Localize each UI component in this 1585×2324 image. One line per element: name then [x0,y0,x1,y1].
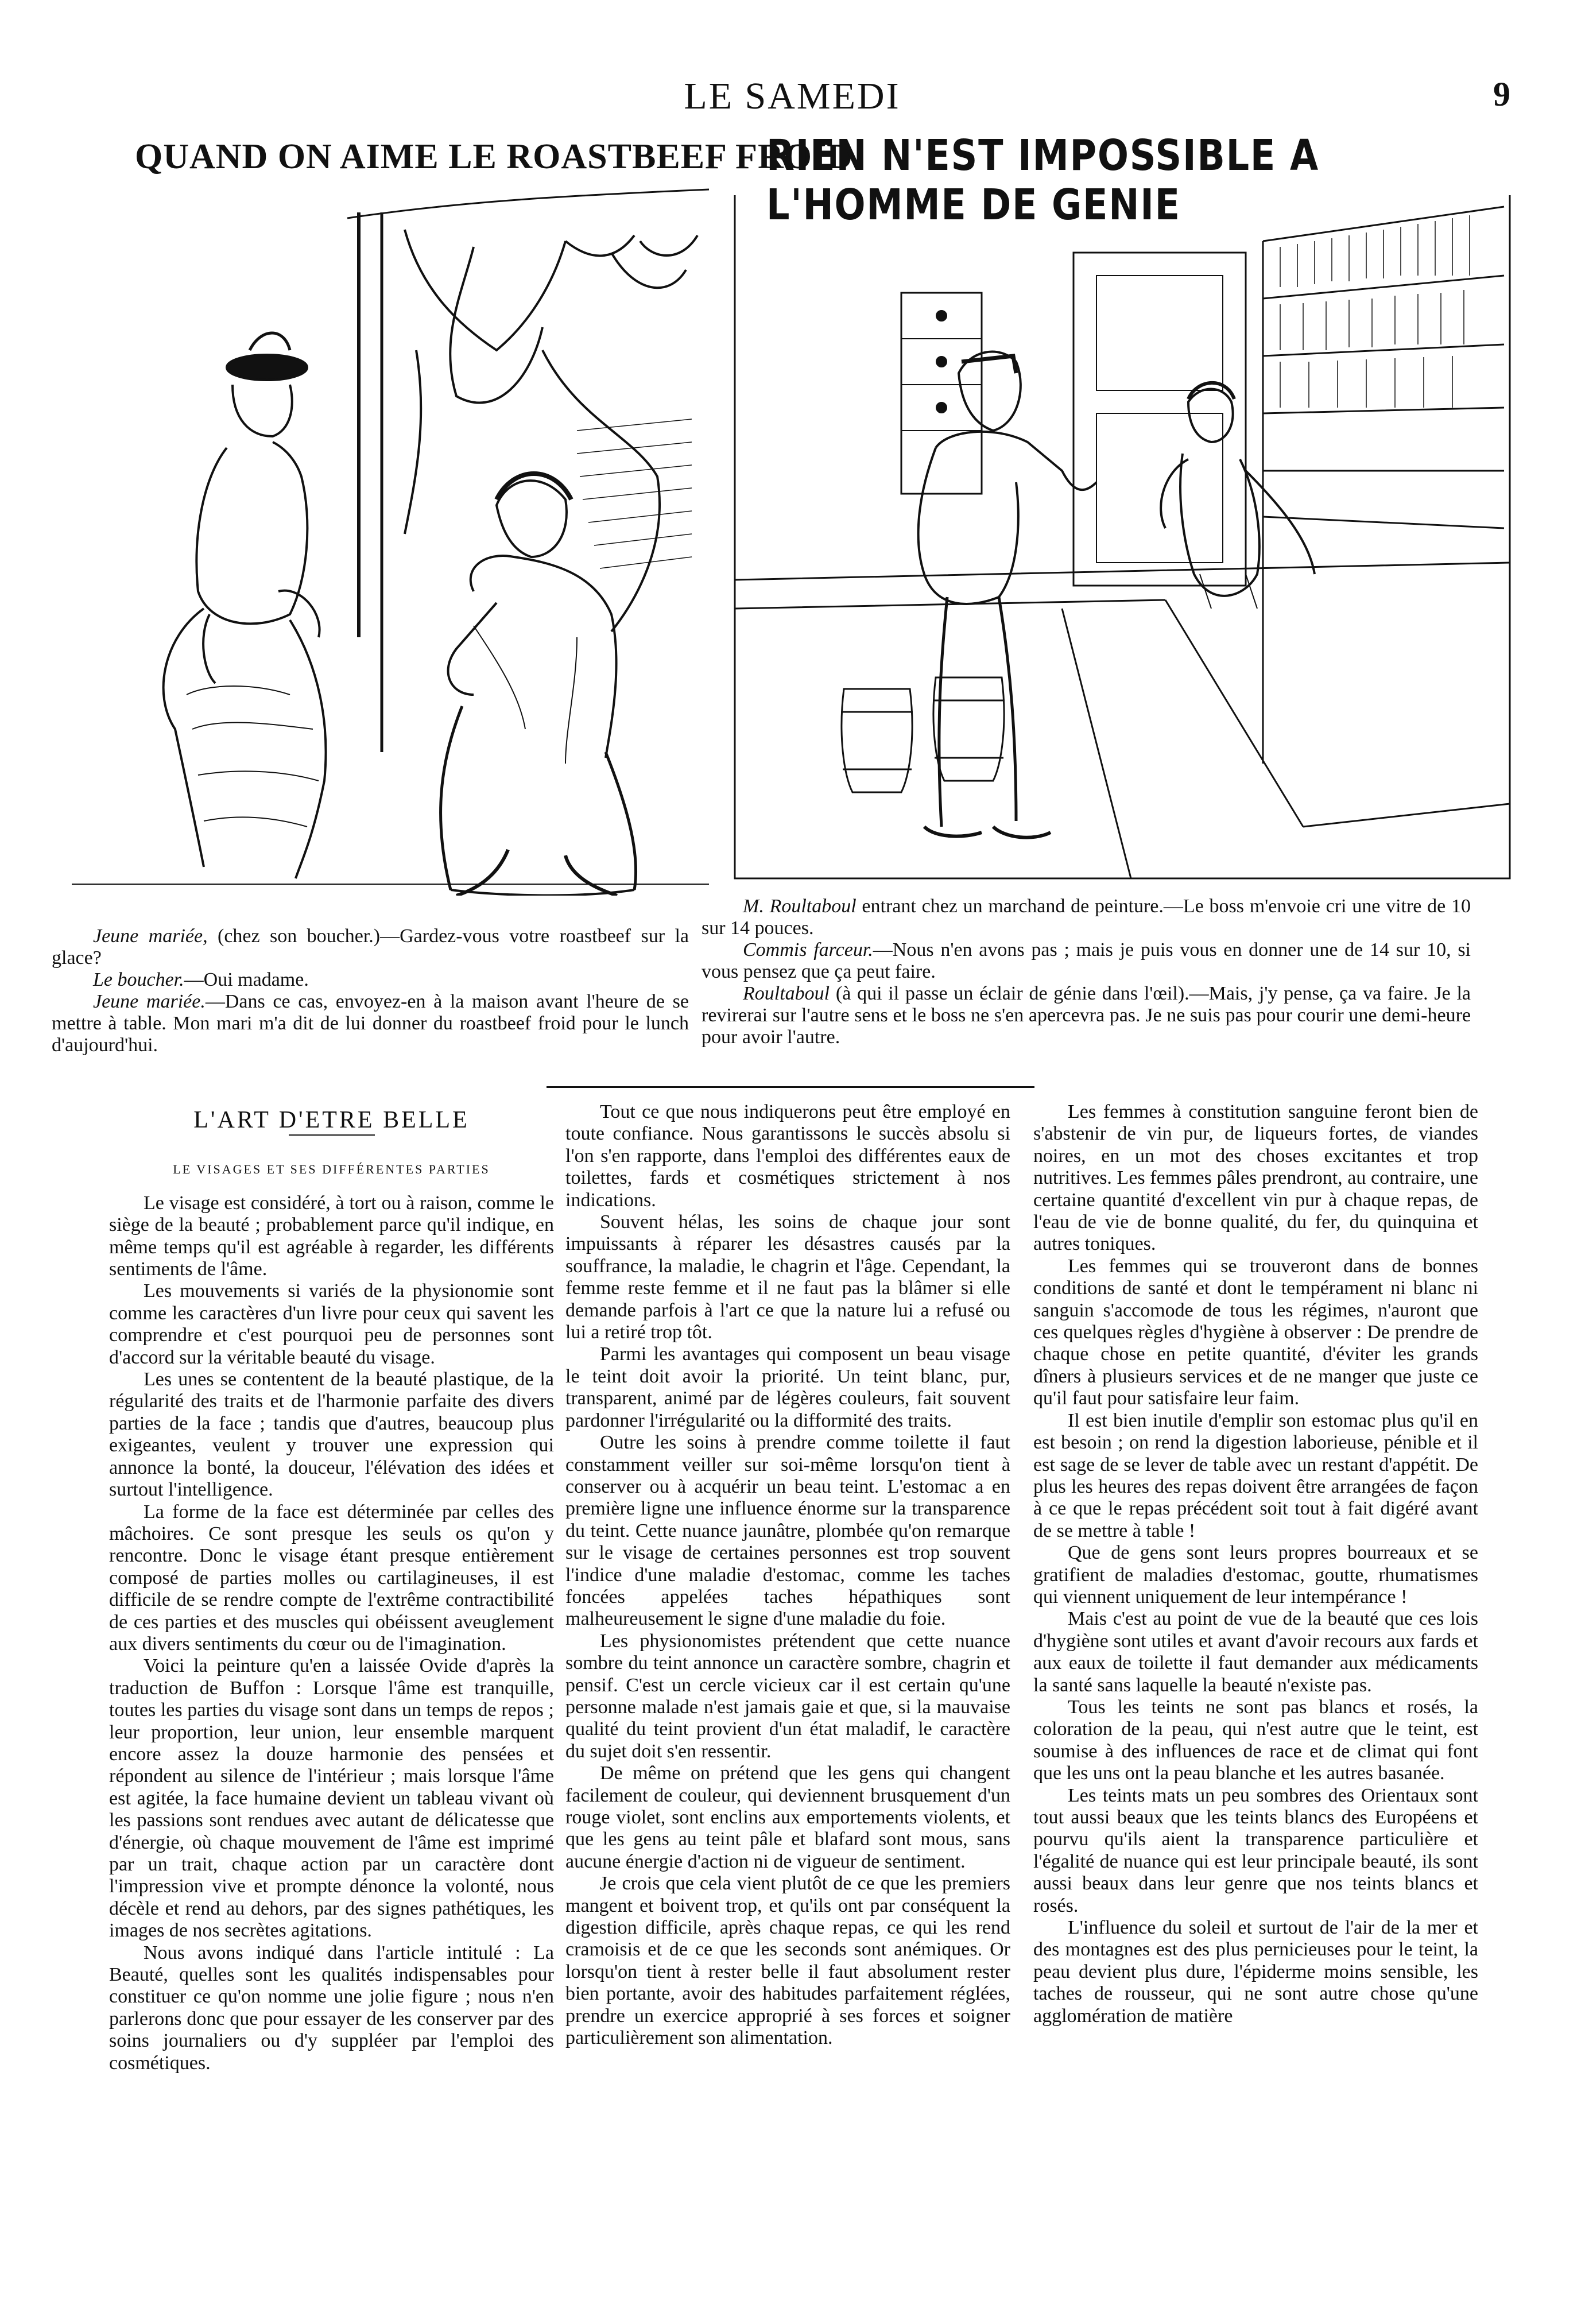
caption-speaker: Jeune mariée, [93,925,208,947]
article-paragraph: Souvent hélas, les soins de chaque jour sont impuissants à réparer les désastres causés par la souffrance, la maladie, le chagrin et l'âge. Cependant, la femme reste femme et il ne faut pas la blâmer si elle demande parfois à l'art ce que la nature lui a refusé ou lui a retiré trop tôt. [565,1211,1010,1343]
page-number: 9 [1493,75,1510,113]
caption-speaker: Jeune mariée. [93,991,206,1012]
cartoon-right-title: RIEN N'EST IMPOSSIBLE A L'HOMME DE GENIE [766,131,1319,230]
masthead-title: LE SAMEDI [684,75,901,117]
cartoon-right-caption [702,896,1471,1048]
article-paragraph: Il est bien inutile d'emplir son estomac plus qu'il en est besoin ; on rend la digestion laborieuse, pénible et il est sage de se lever de table avec un restant d'appétit. De plus les heures des repas doivent être arrangées de façon à ce que le repas précédent soit tout à fait digéré avant de se mettre à table ! [1033,1409,1478,1541]
cartoon-right-illustration [729,172,1516,896]
article-paragraph: Les teints mats un peu sombres des Orientaux sont tout aussi beaux que les teints blancs des Européens et pourvu qu'ils aient la transparence particulière et l'égalité de nuance qui est leur principale beauté, ils sont aussi beaux dans leur genre que nos teints blancs et rosés. [1033,1784,1478,1916]
caption-text: (chez son boucher.)—Gardez-vous votre roastbeef sur la glace? [52,925,689,969]
caption-line [702,896,1471,939]
caption-speaker: Commis farceur. [743,939,873,960]
article-paragraph: Les mouvements si variés de la physionomie sont comme les caractères d'un livre pour ceux qui savent les comprendre et c'est pourquoi peu de personnes sont d'accord sur la véritable beauté du visage. [109,1280,554,1368]
article-paragraph: La forme de la face est déterminée par celles des mâchoires. Ce sont presque les seuls os qu'on y rencontre. Donc le visage étant presque entièrement composé de parties molles ou cartilagineuses, il est difficile de se rendre compte de l'extrême contractibilité de ces parties et des muscles qui obéissent aveuglement aux divers sentiments du cœur ou de l'imagination. [109,1501,554,1655]
article-paragraph: Que de gens sont leurs propres bourreaux et se gratifient de maladies d'estomac, goutte, rhumatismes qui viennent uniquement de leur intempérance ! [1033,1542,1478,1608]
caption-line [702,939,1471,983]
article-paragraph: Outre les soins à prendre comme toilette il faut constamment veiller sur soi-même lorsqu'on tient à conserver ou à acquérir un beau teint. L'estomac a en première ligne une influence énorme sur la transparence du teint. Cette nuance jaunâtre, plombée qu'on remarque sur le visage de certaines personnes est trop souvent l'indice d'une maladie d'estomac, comme les taches foncées appelées taches hépathiques sont malheureusement le signe d'une maladie du foie. [565,1432,1010,1630]
caption-text: entrant chez un marchand de peinture.—Le boss m'envoie cri une vitre de 10 sur 14 pouces. [702,896,1471,939]
article-paragraph: Tout ce que nous indiquerons peut être employé en toute confiance. Nous garantissons le succès absolu si l'on s'en rapporte, dans l'emploi des différentes eaux de toilettes, fards et cosmétiques strictement à nos indications. [565,1101,1010,1211]
cartoon-left-illustration [60,178,720,896]
article-subtitle: LE VISAGES ET SES DIFFÉRENTES PARTIES [173,1162,490,1177]
article-paragraph: Tous les teints ne sont pas blancs et rosés, la coloration de la peau, qui n'est autre que le teint, est soumise à des influences de race et de climat qui font que les uns ont la peau blanche et les autres basanée. [1033,1696,1478,1784]
caption-speaker: M. Roultaboul [743,896,857,917]
caption-speaker: Le boucher. [93,969,184,990]
title-underline [289,1134,375,1136]
caption-text: —Dans ce cas, envoyez-en à la maison avant l'heure de se mettre à table. Mon mari m'a dit de lui donner du roastbeef froid pour le lunch d'aujourd'hui. [52,991,689,1056]
caption-text: —Nous n'en avons pas ; mais je puis vous en donner une de 14 sur 10, si vous pensez que ça peut faire. [702,939,1471,982]
article-paragraph: Le visage est considéré, à tort ou à raison, comme le siège de la beauté ; probablement parce qu'il indique, en même temps qu'il est agréable à regarder, les différents sentiments de l'âme. [109,1192,554,1280]
article-paragraph: Parmi les avantages qui composent un beau visage le teint doit avoir la priorité. Un teint blanc, pur, transparent, animé par de légères couleurs, fait souvent pardonner l'irrégularité ou la difformité des traits. [565,1343,1010,1431]
article-column-1 [109,1101,554,2074]
caption-speaker: Roultaboul [743,983,830,1004]
article-paragraph: Mais c'est au point de vue de la beauté que ces lois d'hygiène sont utiles et avant d'avoir recours aux fards et aux eaux de toilette il faut demander aux médicaments la santé sans laquelle la beauté n'existe pas. [1033,1608,1478,1696]
caption-line [52,969,689,991]
cartoon-left-caption [52,925,689,1056]
article-paragraph: Les unes se contentent de la beauté plastique, de la régularité des traits et de l'harmonie parfaite des divers parties de la face ; tandis que d'autres, beaucoup plus exigeantes, veulent y trouver une expression qui annonce la bonté, la douceur, l'élévation des idées et surtout l'intelligence. [109,1369,554,1501]
caption-line [52,991,689,1056]
article-paragraph: Nous avons indiqué dans l'article intitulé : La Beauté, quelles sont les qualités indispensables pour constituer ce qu'on nomme une jolie figure ; nous n'en parlerons donc que pour essayer de les conserver par des soins journaliers ou d'y suppléer par l'emploi des cosmétiques. [109,1942,554,2074]
article-column-3 [1033,1101,1478,2027]
article-paragraph: L'influence du soleil et surtout de l'air de la mer et des montagnes est des plus pernicieuses pour le teint, la peau devient plus dure, l'épiderme moins sensible, les taches de rousseur, qui ne sont autre chose qu'une agglomération de matière [1033,1917,1478,2027]
article-paragraph: De même on prétend que les gens qui changent facilement de couleur, qui deviennent brusquement d'un rouge violet, sont enclins aux emportements violents, et que les gens au teint pâle et blafard sont mous, sans aucune énergie d'action ni de vigueur de sentiment. [565,1763,1010,1872]
article-column-2 [565,1101,1010,2049]
article-title: L'ART D'ETRE BELLE [109,1101,554,1136]
article-paragraph: Les femmes à constitution sanguine feront bien de s'abstenir de vin pur, de liqueurs fortes, de viandes noires, en un mot des choses excitantes et trop nutritives. Les femmes pâles prendront, au contraire, une certaine quantité d'excellent vin pur à chaque repas, de l'eau de vie de bonne qualité, du fer, du quinquina et autres toniques. [1033,1101,1478,1255]
caption-text: —Oui madame. [184,969,309,990]
cartoon-left-title: QUAND ON AIME LE ROASTBEEF FROID [135,137,853,176]
page-header [0,75,1585,126]
caption-text: (à qui il passe un éclair de génie dans l'œil).—Mais, j'y pense, ça va faire. Je la revirerai sur l'autre sens et le boss ne s'en apercevra pas. Je ne suis pas pour courir une demi-heure pour avoir l'autre. [702,983,1471,1048]
article-paragraph: Les physionomistes prétendent que cette nuance sombre du teint annonce un caractère sombre, chagrin et pensif. C'est un cercle vicieux car il est certain qu'une personne malade n'est jamais gaie et que, si la mauvaise qualité du teint provient d'un état maladif, le caractère du sujet doit s'en ressentir. [565,1630,1010,1762]
caption-line [52,925,689,969]
article-paragraph: Je crois que cela vient plutôt de ce que les premiers mangent et boivent trop, et qu'ils ont par conséquent la digestion difficile, après chaque repas, ce qui les rend cramoisis et de ce que les seconds sont anémiques. Or lorsqu'on tient à rester belle il faut absolument rester bien portante, avoir des habitudes parfaitement réglées, prendre un exercice approprié à ses forces et soigner particulièrement son alimentation. [565,1873,1010,2049]
article-paragraph: Voici la peinture qu'en a laissée Ovide d'après la traduction de Buffon : Lorsque l'âme est tranquille, toutes les parties du visage sont dans un temps de repos ; leur proportion, leur union, leur ensemble marquent encore assez la douze harmonie des pensées et répondent au silence de l'intérieur ; mais lorsque l'âme est agitée, la face humaine devient un tableau vivant où les passions sont rendues avec autant de délicatesse que d'énergie, où chaque mouvement de l'âme est imprimé par un trait, chaque action par un caractère dont l'impression vive et prompte dénonce la volonté, nous décèle et rend au dehors, par des signes pathétiques, les images de nos secrètes agitations. [109,1655,554,1942]
article-paragraph: Les femmes qui se trouveront dans de bonnes conditions de santé et dont le tempérament ni blanc ni sanguin s'accomode de tous les régimes, n'auront que ces quelques règles d'hygiène à observer : De prendre de chaque chose en petite quantité, d'éviter les grands dîners à plusieurs services et de ne manger que juste ce qu'il faut pour satisfaire leur faim. [1033,1255,1478,1409]
caption-line [702,983,1471,1048]
section-divider [547,1086,1034,1088]
